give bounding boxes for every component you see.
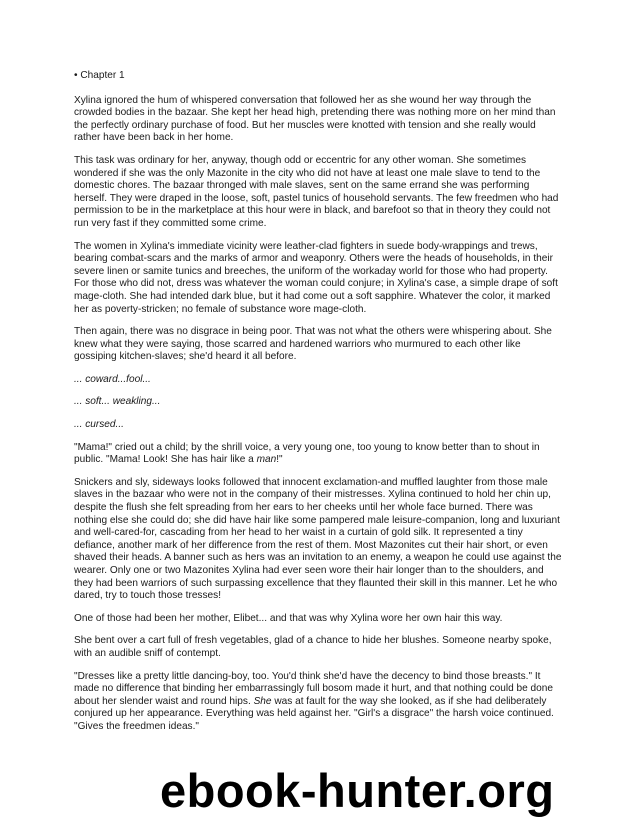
chapter-heading: • Chapter 1 — [74, 70, 125, 81]
document-page — [74, 70, 564, 744]
whisper-text-1: ... coward...fool... — [74, 373, 151, 385]
paragraph-1: Xylina ignored the hum of whispered conversation that followed her as she wound her way through the crowded bodies in the bazaar. She kept her head high, pretending there was nothing more on her mind than the perfectly ordinary purchase of food. But her muscles were knotted with tension and she really would rather have been back in her home. — [74, 94, 556, 144]
paragraph-9 — [74, 671, 564, 734]
paragraph-7: One of those had been her mother, Elibet... and that was why Xylina wore her own hair this way. — [74, 612, 503, 624]
whisper-line-2 — [74, 396, 564, 409]
whisper-text-2: ... soft... weakling... — [74, 396, 161, 408]
paragraph-5-text-b: !" — [276, 454, 283, 466]
watermark-text: ebook-hunter.org — [160, 764, 555, 817]
paragraph-4: Then again, there was no disgrace in being poor. That was not what the others were whispering about. She knew what they were saying, those scarred and hardened warriors who murmured to each other like gossiping kitchen-slaves; she'd heard it all before. — [74, 326, 552, 363]
paragraph-9-emphasis: She — [253, 695, 272, 707]
paragraph-9-text-a: "Dresses like a pretty little dancing-boy, too. You'd think she'd have the decency to bind those breasts." It made no difference that binding her embarrassingly full bosom made it hurt, and that nothing could be done about her slender waist and round hips. — [74, 670, 554, 707]
paragraph-6: Snickers and sly, sideways looks followed that innocent exclamation-and muffled laughter from those male slaves in the bazaar who were not in the company of their mistresses. Xylina continued to hold her chin up, despite the flush she felt spreading from her ears to her cheeks until her whole face burned. There was nothing else she could do; she did have hair like some pampered male leisure-companion, long and luxuriant and well-cared-for, cascading from her head to her waist in a curtain of gold silk. It represented a tiny defiance, another mark of her difference from the rest of them. Most Mazonites cut their hair short, or even shaved their heads. A banner such as hers was an invitation to an enemy, a weapon he could use against the wearer. Only one or two Mazonites Xylina had ever seen wore their hair longer than to the shoulders, and they had been warriors of such surpassing excellence that they flaunted their skill in this manner. Let he who dared, try to touch those tresses! — [74, 476, 562, 602]
paragraph-9-text-b: was at fault for the way she looked, as if she had deliberately conjured up her appearance. Everything was held against her. "Girl's a disgrace" the harsh voice continued. "Gives the freedmen ideas." — [74, 695, 554, 732]
whisper-line-3 — [74, 419, 564, 432]
whisper-line-1 — [74, 374, 564, 387]
paragraph-5-text-a: "Mama!" cried out a child; by the shrill voice, a very young one, too young to know better than to shout in public. "Mama! Look! She has hair like a — [74, 441, 540, 466]
paragraph-8: She bent over a cart full of fresh vegetables, glad of a chance to hide her blushes. Someone nearby spoke, with an audible sniff of contempt. — [74, 635, 552, 659]
paragraph-5-emphasis: man — [256, 454, 277, 466]
paragraph-3: The women in Xylina's immediate vicinity were leather-clad fighters in suede body-wrappings and trews, bearing combat-scars and the marks of armor and weaponry. Others were the heads of households, in their severe linen or samite tunics and breeches, the uniform of the workaday world for those who had property. For those who did not, dress was whatever the woman could conjure; in Xylina's case, a simple drape of soft mage-cloth. She had intended dark blue, but it had come out a soft sapphire. Whatever the color, it marked her as poverty-stricken; no female of substance wore mage-cloth. — [74, 240, 558, 315]
whisper-text-3: ... cursed... — [74, 419, 124, 431]
paragraph-5 — [74, 442, 564, 467]
paragraph-2: This task was ordinary for her, anyway, though odd or eccentric for any other woman. She sometimes wondered if she was the only Mazonite in the city who did not have at least one male slave to tend to the domestic chores. The bazaar thronged with male slaves, sent on the same errand she was performing herself. They were draped in the loose, soft, pastel tunics of household servants. The few freedmen who had permission to be in the marketplace at this hour were in black, and barefoot so that in theory they could not run very fast if they committed some crime. — [74, 154, 559, 229]
